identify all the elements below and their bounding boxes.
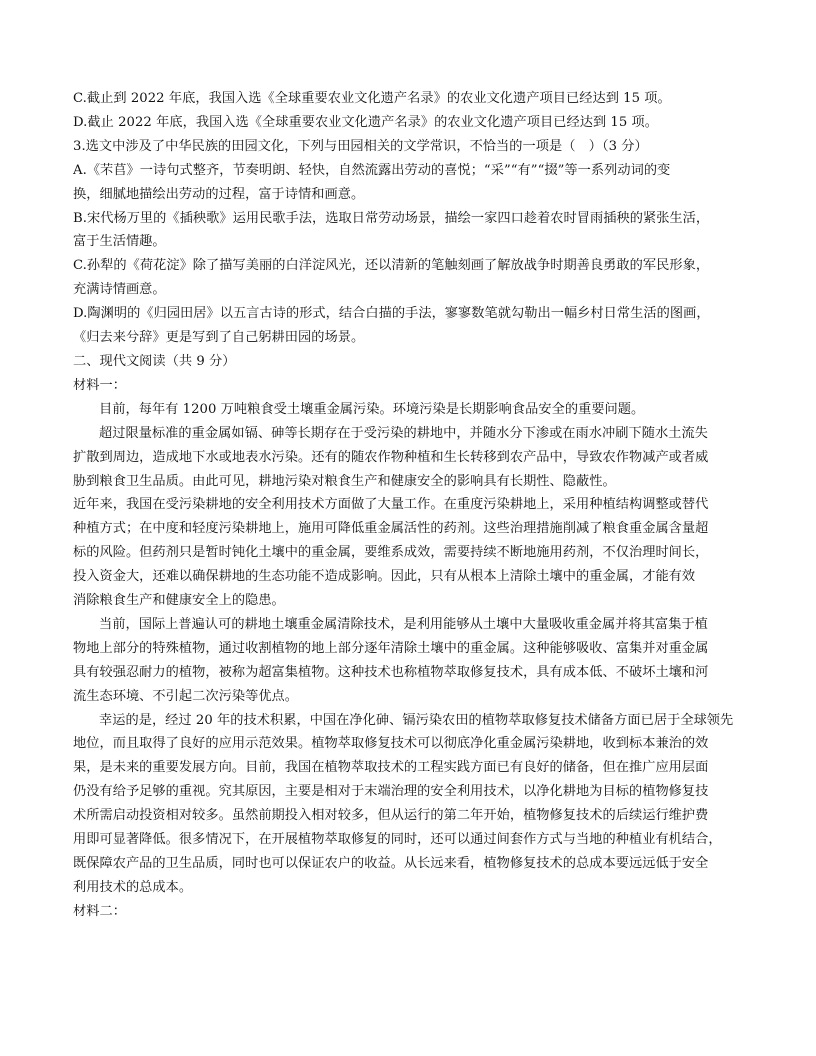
text-line: 换，细腻地描绘出劳动的过程，富于诗情和画意。 — [73, 186, 365, 202]
text-line: 材料二： — [73, 903, 126, 919]
text-line: D.截止 2022 年底，我国入选《全球重要农业文化遗产名录》的农业文化遗产项目已经达到 15 项。 — [73, 114, 659, 130]
text-line: 材料一： — [73, 377, 126, 393]
text-line: 术所需启动投资相对较多。虽然前期投入相对较多，但从运行的第二年开始，植物修复技术的后续运行维护费 — [73, 808, 709, 824]
text-line: 当前，国际上普遍认可的耕地土壤重金属清除技术，是利用能够从土壤中大量吸收重金属并将其富集于植 — [99, 616, 708, 632]
text-line: B.宋代杨万里的《插秧歌》运用民歌手法，选取日常劳动场景，描绘一家四口趁着农时冒雨插秧的紧张生活， — [73, 210, 710, 226]
text-line: 扩散到周边，造成地下水或地表水污染。还有的随农作物种植和生长转移到农产品中，导致农作物减产或者威 — [73, 449, 709, 465]
text-line: A.《芣苢》一诗句式整齐，节奏明朗、轻快，自然流露出劳动的喜悦；“采”“有”“掇”等一系列动词的变 — [73, 162, 671, 178]
text-line: 富于生活情趣。 — [73, 234, 166, 250]
text-line: 地位，而且取得了良好的应用示范效果。植物萃取修复技术可以彻底净化重金属污染耕地，收到标本兼治的效 — [73, 736, 709, 752]
text-line: 利用技术的总成本。 — [73, 879, 193, 895]
text-line: 仍没有给予足够的重视。究其原因，主要是相对于末端治理的安全利用技术，以净化耕地为目标的植物修复技 — [73, 784, 709, 800]
text-line: C.截止到 2022 年底，我国入选《全球重要农业文化遗产名录》的农业文化遗产项目已经达到 15 项。 — [73, 91, 671, 106]
text-line: 二、现代文阅读（共 9 分） — [73, 353, 236, 369]
text-line: 近年来，我国在受污染耕地的安全利用技术方面做了大量工作。在重度污染耕地上，采用种植结构调整或替代 — [73, 497, 709, 513]
text-line: 3.选文中涉及了中华民族的田园文化，下列与田园相关的文学常识，不恰当的一项是（ ）（3 分） — [73, 138, 648, 154]
text-line: 超过限量标准的重金属如镉、砷等长期存在于受污染的耕地中，并随水分下渗或在雨水冲刷下随水土流失 — [99, 425, 708, 441]
text-line: 《归去来兮辞》更是写到了自己躬耕田园的场景。 — [73, 330, 365, 346]
text-line: 流生态环境、不引起二次污染等优点。 — [73, 688, 299, 704]
text-line: 既保障农产品的卫生品质，同时也可以保证农户的收益。从长远来看，植物修复技术的总成本要远远低于安全 — [73, 856, 709, 871]
text-line: 物地上部分的特殊植物，通过收割植物的地上部分逐年清除土壤中的重金属。这种能够吸收、富集并对重金属 — [73, 640, 709, 656]
text-line: 幸运的是，经过 20 年的技术积累，中国在净化砷、镉污染农田的植物萃取修复技术储备方面已居于全球领先 — [99, 712, 734, 728]
text-line: 目前，每年有 1200 万吨粮食受土壤重金属污染。环境污染是长期影响食品安全的重要问题。 — [99, 401, 645, 417]
text-line: 投入资金大，还难以确保耕地的生态功能不造成影响。因此，只有从根本上清除土壤中的重金属，才能有效 — [73, 569, 696, 585]
text-line: 果，是未来的重要发展方向。目前，我国在植物萃取技术的工程实践方面已有良好的储备，但在推广应用层面 — [73, 760, 709, 776]
text-line: 具有较强忍耐力的植物，被称为超富集植物。这种技术也称植物萃取修复技术，具有成本低、不破坏土壤和河 — [73, 664, 709, 680]
text-line: 消除粮食生产和健康安全上的隐患。 — [73, 593, 285, 609]
text-line: C.孙犁的《荷花淀》除了描写美丽的白洋淀风光，还以清新的笔触刻画了解放战争时期善良勇敢的军民形象， — [73, 258, 710, 274]
text-line: 胁到粮食卫生品质。由此可见，耕地污染对粮食生产和健康安全的影响具有长期性、隐蔽性。 — [73, 473, 616, 489]
document-body — [73, 87, 756, 924]
text-line: 用即可显著降低。很多情况下，在开展植物萃取修复的同时，还可以通过间套作方式与当地的种植业有机结合， — [73, 832, 722, 848]
text-line: 种植方式；在中度和轻度污染耕地上，施用可降低重金属活性的药剂。这些治理措施削减了粮食重金属含量超 — [73, 521, 709, 537]
text-line: 充满诗情画意。 — [73, 282, 166, 298]
text-line: 标的风险。但药剂只是暂时钝化土壤中的重金属，要维系成效，需要持续不断地施用药剂，不仅治理时间长， — [73, 545, 709, 561]
text-line: D.陶渊明的《归园田居》以五言古诗的形式，结合白描的手法，寥寥数笔就勾勒出一幅乡村日常生活的图画， — [73, 306, 710, 322]
